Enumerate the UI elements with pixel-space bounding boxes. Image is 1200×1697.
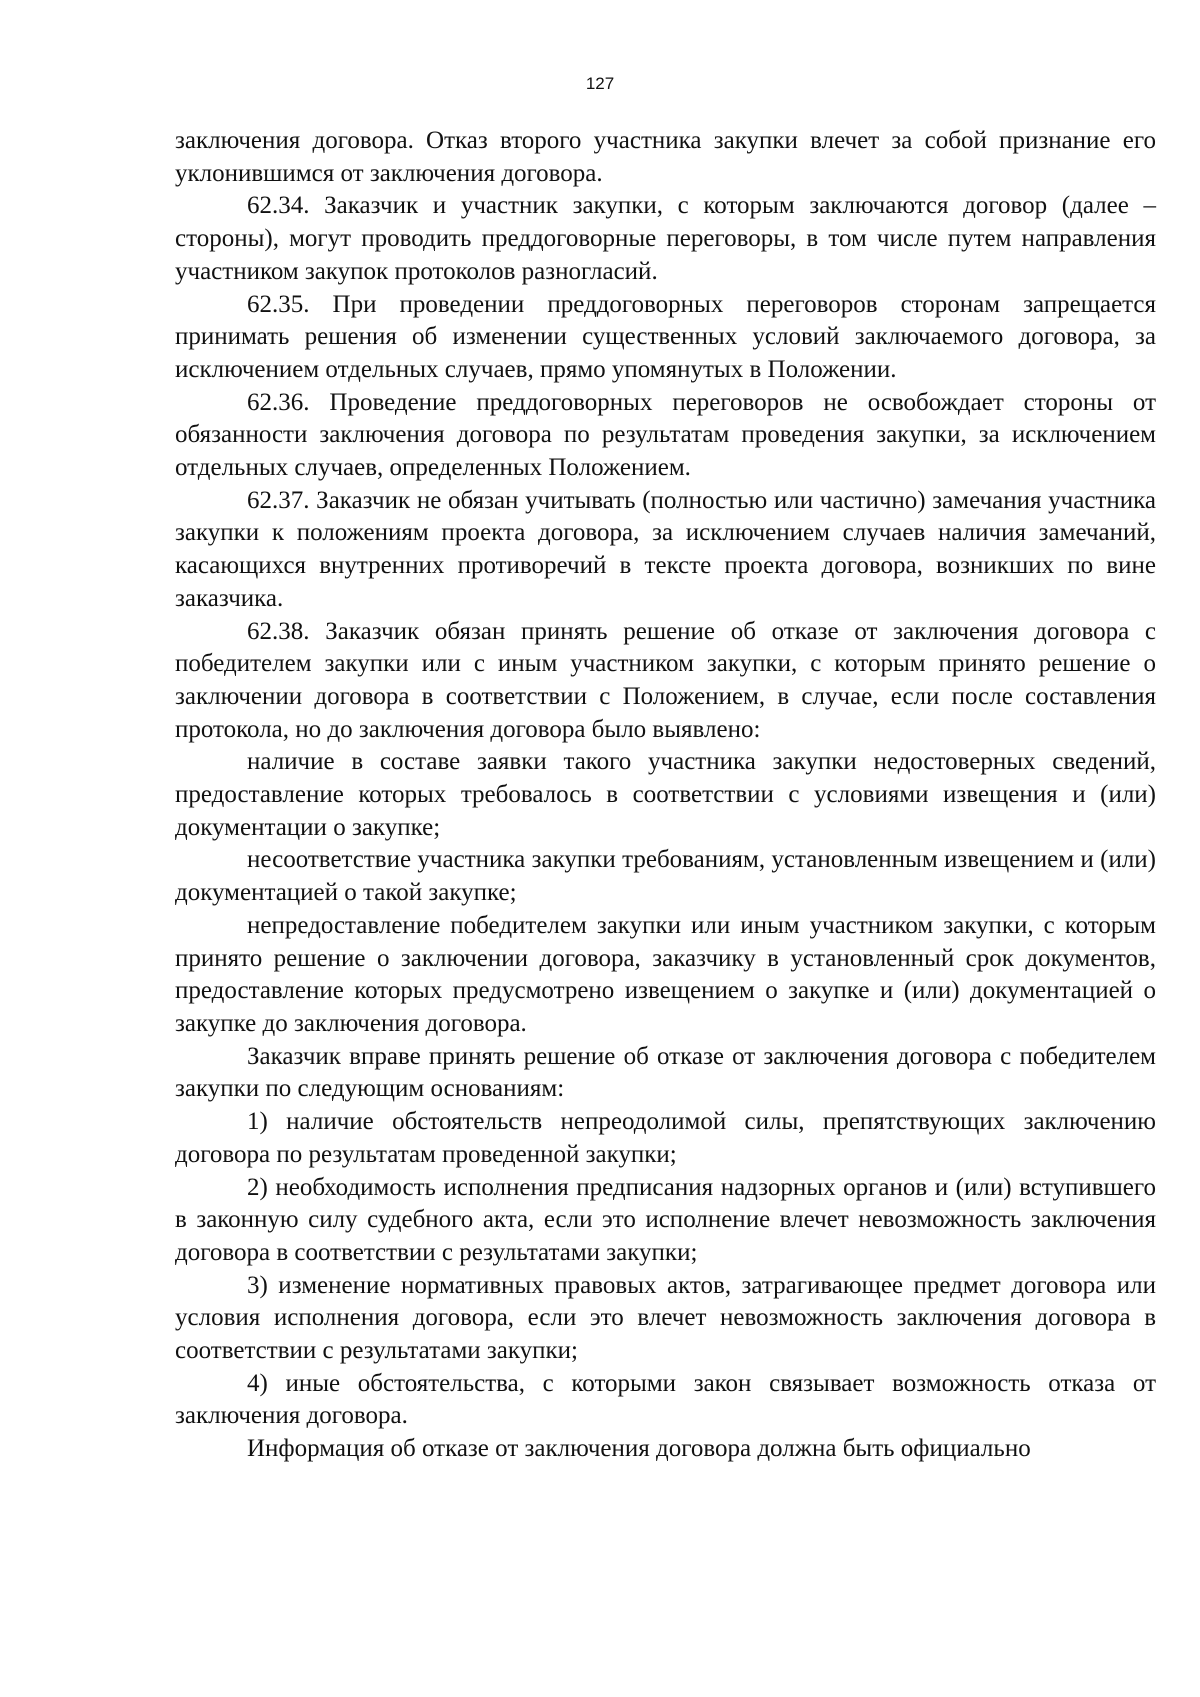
- paragraph-ground-2: 2) необходимость исполнения предписания надзорных органов и (или) вступившего в законную силу судебного акта, если это исполнение влечет невозможность заключения договора в соответствии с результатами закупки;: [175, 1173, 1156, 1266]
- paragraph-ground-4: 4) иные обстоятельства, с которыми закон связывает возможность отказа от заключения договора.: [175, 1369, 1156, 1430]
- page-number: 127: [585, 74, 615, 93]
- paragraph-refusal-grounds: Заказчик вправе принять решение об отказе от заключения договора с победителем закупки по следующим основаниям:: [175, 1042, 1156, 1103]
- document-body: [175, 125, 1156, 1466]
- paragraph-ground-1: 1) наличие обстоятельств непреодолимой силы, препятствующих заключению договора по результатам проведенной закупки;: [175, 1108, 1156, 1168]
- paragraph-item-false-info: наличие в составе заявки такого участника закупки недостоверных сведений, предоставление которых требовалось в соответствии с условиями извещения и (или) документации о закупке;: [175, 748, 1156, 841]
- paragraph-62-36: 62.36. Проведение преддоговорных переговоров не освобождает стороны от обязанности заключения договора по результатам проведения закупки, за исключением отдельных случаев, определенных Положением.: [175, 388, 1156, 482]
- paragraph-62-34: 62.34. Заказчик и участник закупки, с которым заключаются договор (далее – стороны), могут проводить преддоговорные переговоры, в том числе путем направления участником закупок протоколов разногласий.: [175, 192, 1156, 285]
- paragraph-refusal-information: Информация об отказе от заключения договора должна быть официально: [247, 1435, 1031, 1463]
- paragraph-62-37: 62.37. Заказчик не обязан учитывать (полностью или частично) замечания участника закупки к положениям проекта договора, за исключением случаев наличия замечаний, касающихся внутренних противоречий в тексте проекта договора, возникших по вине заказчика.: [175, 486, 1156, 612]
- paragraph-continuation: заключения договора. Отказ второго участника закупки влечет за собой признание его уклонившимся от заключения договора.: [175, 127, 1156, 187]
- paragraph-62-38: 62.38. Заказчик обязан принять решение об отказе от заключения договора с победителем закупки или с иным участником закупки, с которым принято решение о заключении договора в соответствии с Положением, в случае, если после составления протокола, но до заключения договора было выявлено:: [175, 617, 1156, 743]
- paragraph-ground-3: 3) изменение нормативных правовых актов, затрагивающее предмет договора или условия исполнения договора, если это влечет невозможность заключения договора в соответствии с результатами закупки;: [175, 1271, 1156, 1365]
- paragraph-item-noncompliance: несоответствие участника закупки требованиям, установленным извещением и (или) документацией о такой закупке;: [175, 846, 1156, 907]
- paragraph-item-no-documents: непредоставление победителем закупки или иным участником закупки, с которым принято решение о заключении договора, заказчику в установленный срок документов, предоставление которых предусмотрено извещением о закупке и (или) документацией о закупке до заключения договора.: [175, 911, 1156, 1037]
- paragraph-62-35: 62.35. При проведении преддоговорных переговоров сторонам запрещается принимать решения об изменении существенных условий заключаемого договора, за исключением отдельных случаев, прямо упомянутых в Положении.: [175, 290, 1156, 383]
